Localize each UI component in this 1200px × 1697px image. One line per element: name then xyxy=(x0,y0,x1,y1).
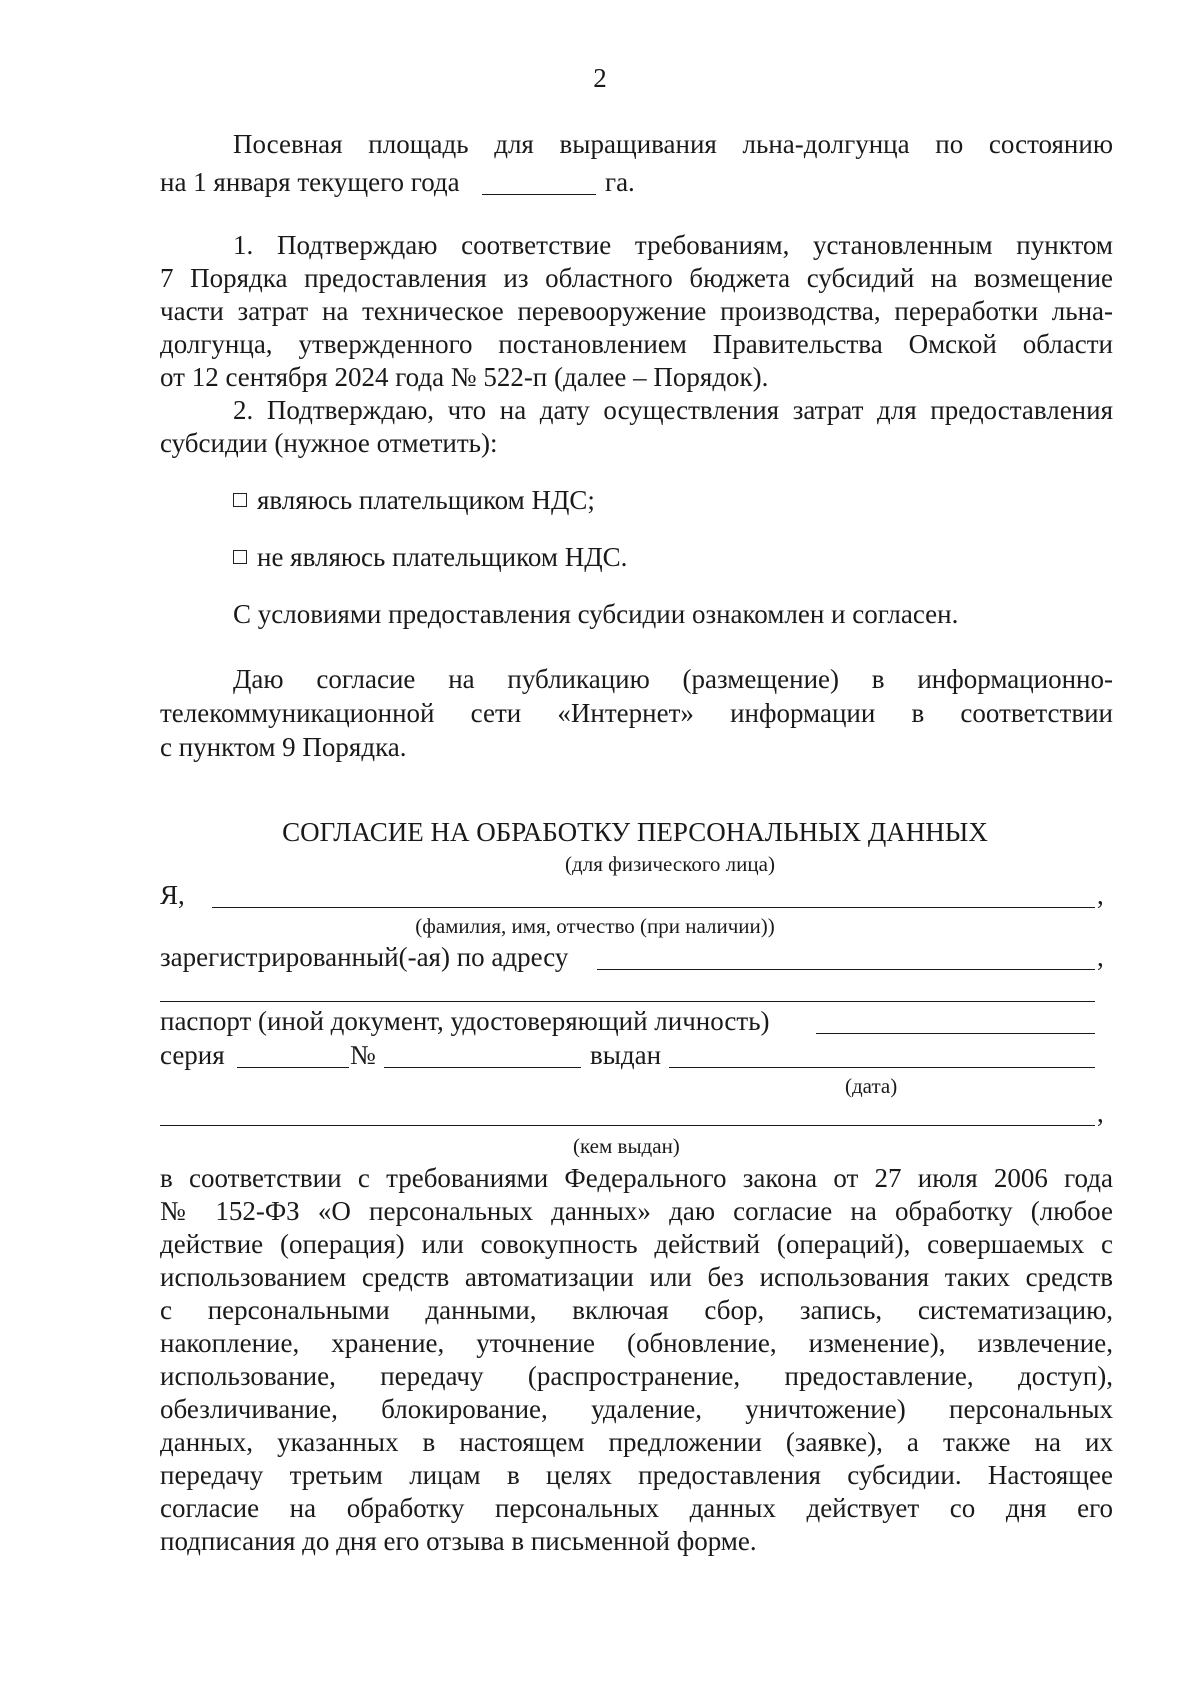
checkbox-icon[interactable] xyxy=(233,493,247,507)
publication-consent-line: с пунктом 9 Порядка. xyxy=(160,732,407,762)
fio-blank[interactable] xyxy=(212,907,1095,908)
sown-area-line-1: Посевная площадь для выращивания льна-долгунца по состоянию xyxy=(233,129,1113,159)
consent-body-line: согласие на обработку персональных данных действует со дня его xyxy=(160,1493,1113,1523)
vat-option-label: не являюсь плательщиком НДС. xyxy=(257,542,628,572)
checkbox-icon[interactable] xyxy=(233,550,247,564)
consent-body-line: использование, передачу (распространение, предоставление, доступ), xyxy=(160,1361,1113,1391)
consent-form-title: СОГЛАСИЕ НА ОБРАБОТКУ ПЕРСОНАЛЬНЫХ ДАННЫХ xyxy=(282,817,988,847)
point-1-line: 7 Порядка предоставления из областного бюджета субсидий на возмещение xyxy=(160,263,1113,293)
consent-body-line: подписания до дня его отзыва в письменной форме. xyxy=(160,1526,757,1556)
publication-consent-line: Даю согласие на публикацию (размещение) в информационно- xyxy=(233,664,1113,694)
fio-hint: (фамилия, имя, отчество (при наличии)) xyxy=(415,914,775,938)
series-label: серия xyxy=(160,1040,225,1070)
issuer-comma: , xyxy=(1097,1098,1104,1128)
number-blank[interactable] xyxy=(384,1067,581,1068)
sown-area-line-2-before: на 1 января текущего года xyxy=(160,167,460,197)
vat-option-label: являюсь плательщиком НДС; xyxy=(257,485,595,515)
issued-label: выдан xyxy=(590,1040,662,1070)
series-blank[interactable] xyxy=(237,1067,349,1068)
vat-option-payer[interactable] xyxy=(233,484,595,517)
consent-body-line: действие (операция) или совокупность действий (операций), совершаемых с xyxy=(160,1229,1113,1259)
sown-area-unit: га. xyxy=(605,167,635,197)
address-blank-1[interactable] xyxy=(597,969,1095,970)
address-comma: , xyxy=(1097,942,1104,972)
number-label: № xyxy=(350,1040,376,1070)
consent-body-line: данных, указанных в настоящем предложении (заявке), а также на их xyxy=(160,1427,1113,1457)
consent-body-line: в соответствии с требованиями Федерального закона от 27 июля 2006 года xyxy=(160,1163,1113,1193)
address-blank-2[interactable] xyxy=(160,1001,1095,1002)
point-1-line: от 12 сентября 2024 года № 522-п (далее – Порядок). xyxy=(160,362,769,392)
sown-area-blank[interactable] xyxy=(482,194,596,195)
passport-blank[interactable] xyxy=(816,1033,1095,1034)
point-2-line: субсидии (нужное отметить): xyxy=(160,428,498,458)
consent-body-line: с персональными данными, включая сбор, запись, систематизацию, xyxy=(160,1295,1113,1325)
consent-body-line: передачу третьим лицам в целях предоставления субсидии. Настоящее xyxy=(160,1460,1113,1490)
point-1-line: части затрат на техническое перевооружение производства, переработки льна- xyxy=(160,296,1113,326)
address-label: зарегистрированный(-ая) по адресу xyxy=(160,942,569,972)
passport-label: паспорт (иной документ, удостоверяющий личность) xyxy=(160,1006,770,1036)
date-hint: (дата) xyxy=(845,1074,898,1098)
consent-body-line: № 152-ФЗ «О персональных данных» даю согласие на обработку (любое xyxy=(160,1196,1113,1226)
publication-consent-line: телекоммуникационной сети «Интернет» информации в соответствии xyxy=(160,698,1113,728)
consent-body-line: использованием средств автоматизации или без использования таких средств xyxy=(160,1262,1113,1292)
page-number: 2 xyxy=(593,63,607,93)
consent-body-line: обезличивание, блокирование, удаление, уничтожение) персональных xyxy=(160,1394,1113,1424)
agreement-text: С условиями предоставления субсидии ознакомлен и согласен. xyxy=(233,599,959,629)
issuer-hint: (кем выдан) xyxy=(573,1134,680,1158)
issued-date-blank[interactable] xyxy=(669,1067,1095,1068)
consent-form-subtitle: (для физического лица) xyxy=(565,852,775,876)
point-2-line: 2. Подтверждаю, что на дату осуществления затрат для предоставления xyxy=(233,395,1113,425)
fio-comma: , xyxy=(1097,880,1104,910)
point-1-line: 1. Подтверждаю соответствие требованиям, установленным пунктом xyxy=(233,230,1113,260)
vat-option-non-payer[interactable] xyxy=(233,541,627,574)
point-1-line: долгунца, утвержденного постановлением Правительства Омской области xyxy=(160,329,1113,359)
issuer-blank[interactable] xyxy=(160,1125,1095,1126)
consent-body-line: накопление, хранение, уточнение (обновление, изменение), извлечение, xyxy=(160,1328,1113,1358)
ya-label: Я, xyxy=(160,880,185,910)
